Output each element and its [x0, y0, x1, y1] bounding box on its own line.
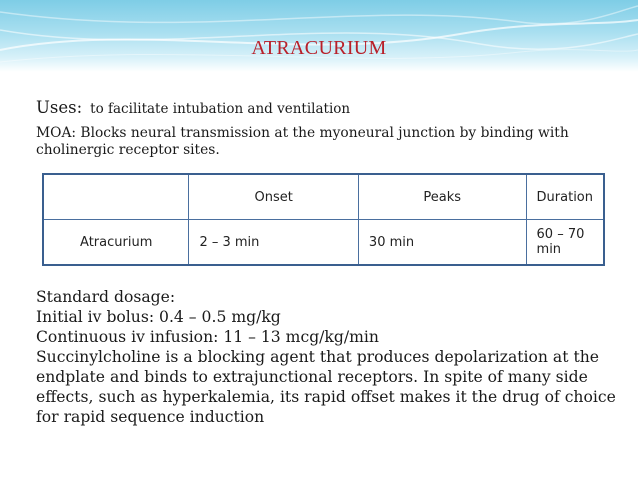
header-cell-blank [43, 174, 189, 220]
dosage-section [36, 287, 626, 427]
header-cell-duration: Duration [526, 174, 604, 220]
uses-text: to facilitate intubation and ventilation [90, 101, 351, 117]
cell-peaks: 30 min [358, 220, 526, 266]
wave-decoration [0, 0, 638, 72]
header-band [0, 0, 638, 72]
cell-onset: 2 – 3 min [189, 220, 358, 266]
dosage-heading: Standard dosage: [36, 288, 176, 306]
cell-drug: Atracurium [43, 220, 189, 266]
succinylcholine-paragraph: Succinylcholine is a blocking agent that produces depolarization at the endplate and binds to extrajunctional receptors. In spite of many side effects, such as hyperkalemia, its rapid offset makes it the drug of choice for rapid sequence induction [36, 348, 616, 426]
header-cell-onset: Onset [189, 174, 358, 220]
table-row [43, 220, 604, 266]
moa-text: MOA: Blocks neural transmission at the myoneural junction by binding with cholinergic receptor sites. [36, 125, 569, 158]
cell-duration: 60 – 70 min [526, 220, 604, 266]
table-header-row [43, 174, 604, 220]
uses-label: Uses: [36, 98, 83, 117]
initial-bolus-line: Initial iv bolus: 0.4 – 0.5 mg/kg [36, 308, 281, 326]
uses-line [36, 98, 350, 117]
drug-timing-table [42, 173, 605, 266]
slide-title: ATRACURIUM [251, 37, 387, 59]
header-cell-peaks: Peaks [358, 174, 526, 220]
infusion-line: Continuous iv infusion: 11 – 13 mcg/kg/min [36, 328, 379, 346]
